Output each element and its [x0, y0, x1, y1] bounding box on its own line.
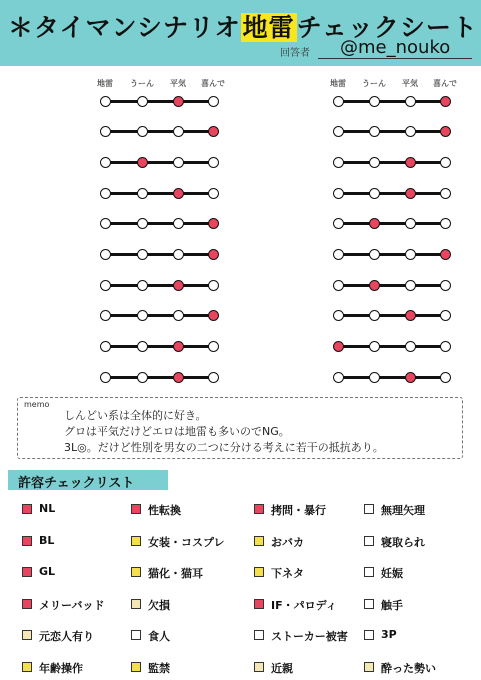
memo-line-1: しんどい系は全体的に好き。: [64, 409, 207, 422]
checkbox[interactable]: [131, 630, 141, 640]
rating-dot[interactable]: [173, 218, 184, 229]
rating-track: [338, 130, 445, 133]
rating-dot[interactable]: [100, 157, 111, 168]
rating-dot[interactable]: [100, 218, 111, 229]
rating-dot[interactable]: [333, 96, 344, 107]
rating-dot-selected[interactable]: [173, 188, 184, 199]
rating-dot-selected[interactable]: [173, 341, 184, 352]
rating-track: [338, 222, 445, 225]
rating-dot[interactable]: [369, 310, 380, 321]
scale-label: 喜んで: [433, 79, 457, 88]
rating-dot[interactable]: [137, 188, 148, 199]
memo-line-2: グロは平気だけどエロは地雷も多いのでNG。: [64, 425, 290, 438]
rating-dot[interactable]: [440, 188, 451, 199]
checklist-label: 欠損: [148, 598, 170, 612]
rating-track: [338, 100, 445, 103]
rating-dot[interactable]: [333, 249, 344, 260]
checklist-label: 下ネタ: [271, 567, 304, 580]
rating-track: [338, 192, 445, 195]
memo-box: [17, 397, 463, 459]
rating-dot[interactable]: [137, 310, 148, 321]
rating-dot-selected[interactable]: [208, 126, 219, 137]
rating-dot[interactable]: [333, 188, 344, 199]
rating-dot-selected[interactable]: [173, 280, 184, 291]
checkbox[interactable]: [254, 662, 264, 672]
memo-line-3: 3L◎。だけど性別を男女の二つに分ける考えに若干の抵抗あり。: [64, 441, 384, 454]
checklist-label: IF・パロディ: [271, 598, 337, 612]
checkbox[interactable]: [254, 630, 264, 640]
respondent-label: 回答者: [280, 48, 310, 59]
checklist-label: 寝取られ: [381, 535, 425, 549]
rating-dot[interactable]: [333, 280, 344, 291]
rating-dot[interactable]: [440, 372, 451, 383]
checklist-label: 3P: [381, 628, 397, 641]
checklist-label: 元恋人有り: [39, 630, 94, 643]
checklist-label: 年齢操作: [39, 661, 83, 675]
checkbox[interactable]: [254, 567, 264, 577]
rating-dot[interactable]: [405, 218, 416, 229]
rating-dot[interactable]: [405, 341, 416, 352]
rating-dot-selected[interactable]: [208, 249, 219, 260]
rating-dot[interactable]: [208, 188, 219, 199]
rating-dot[interactable]: [405, 126, 416, 137]
checklist-label: GL: [39, 565, 56, 578]
rating-track: [105, 314, 213, 317]
rating-dot[interactable]: [369, 126, 380, 137]
rating-track: [105, 284, 213, 287]
rating-dot-selected[interactable]: [440, 96, 451, 107]
checklist-label: 無理矢理: [381, 504, 425, 517]
checkbox[interactable]: [131, 599, 141, 609]
checklist-label: 酔った勢い: [381, 661, 436, 675]
rating-track: [338, 345, 445, 348]
rating-dot[interactable]: [333, 310, 344, 321]
rating-dot[interactable]: [137, 96, 148, 107]
rating-dot-selected[interactable]: [369, 280, 380, 291]
scale-label: 平気: [170, 79, 186, 88]
rating-dot-selected[interactable]: [405, 310, 416, 321]
rating-dot[interactable]: [137, 341, 148, 352]
checkbox[interactable]: [364, 504, 374, 514]
rating-dot[interactable]: [369, 341, 380, 352]
checkbox[interactable]: [254, 536, 264, 546]
rating-dot-selected[interactable]: [208, 310, 219, 321]
checkbox[interactable]: [254, 599, 264, 609]
checkbox[interactable]: [364, 567, 374, 577]
title-suffix: チェックシート: [296, 13, 478, 42]
rating-track: [338, 161, 445, 164]
checkbox[interactable]: [22, 567, 32, 577]
rating-dot[interactable]: [440, 218, 451, 229]
checkbox[interactable]: [22, 504, 32, 514]
rating-dot[interactable]: [208, 372, 219, 383]
checklist-label: おバカ: [271, 535, 304, 549]
rating-dot[interactable]: [208, 341, 219, 352]
rating-dot-selected[interactable]: [405, 372, 416, 383]
checkbox[interactable]: [131, 662, 141, 672]
rating-track: [105, 192, 213, 195]
rating-dot[interactable]: [333, 157, 344, 168]
rating-dot[interactable]: [100, 310, 111, 321]
rating-track: [338, 284, 445, 287]
checklist-label: NL: [39, 502, 56, 515]
checkbox[interactable]: [22, 630, 32, 640]
rating-dot[interactable]: [333, 218, 344, 229]
rating-dot-selected[interactable]: [173, 372, 184, 383]
rating-dot-selected[interactable]: [173, 96, 184, 107]
rating-dot-selected[interactable]: [405, 157, 416, 168]
checkbox[interactable]: [131, 504, 141, 514]
checklist-label: 拷問・暴行: [271, 504, 326, 517]
rating-dot[interactable]: [440, 341, 451, 352]
rating-dot[interactable]: [208, 280, 219, 291]
checkbox[interactable]: [364, 536, 374, 546]
rating-dot[interactable]: [100, 249, 111, 260]
rating-dot-selected[interactable]: [405, 188, 416, 199]
rating-track: [338, 376, 445, 379]
rating-dot-selected[interactable]: [137, 157, 148, 168]
respondent-value: @me_nouko: [340, 37, 451, 58]
checklist-title-bar: [8, 470, 168, 490]
rating-dot[interactable]: [333, 126, 344, 137]
checklist-label: BL: [39, 533, 55, 547]
rating-dot[interactable]: [100, 341, 111, 352]
rating-dot[interactable]: [405, 280, 416, 291]
title-prefix: ＊タイマンシナリオ: [8, 13, 241, 42]
checklist-label: 猫化・猫耳: [148, 567, 203, 580]
rating-track: [105, 130, 213, 133]
rating-dot[interactable]: [100, 126, 111, 137]
checklist-title: 許容チェックリスト: [18, 476, 135, 491]
rating-dot-selected[interactable]: [440, 126, 451, 137]
checklist-label: 触手: [381, 598, 403, 612]
rating-track: [105, 161, 213, 164]
rating-dot-selected[interactable]: [440, 249, 451, 260]
respondent-underline: [318, 58, 472, 59]
scale-label: 地雷: [330, 79, 346, 88]
rating-dot[interactable]: [100, 372, 111, 383]
rating-dot[interactable]: [369, 372, 380, 383]
rating-dot[interactable]: [333, 372, 344, 383]
rating-dot[interactable]: [369, 96, 380, 107]
rating-dot[interactable]: [137, 372, 148, 383]
rating-dot[interactable]: [440, 157, 451, 168]
rating-dot[interactable]: [369, 188, 380, 199]
rating-dot[interactable]: [440, 310, 451, 321]
rating-track: [105, 376, 213, 379]
rating-track: [105, 100, 213, 103]
checklist-label: 女装・コスプレ: [148, 535, 225, 549]
checkbox[interactable]: [364, 662, 374, 672]
rating-dot[interactable]: [100, 96, 111, 107]
rating-dot[interactable]: [369, 157, 380, 168]
scale-label: 平気: [402, 79, 418, 88]
rating-dot[interactable]: [208, 96, 219, 107]
checkbox[interactable]: [364, 599, 374, 609]
scale-label: うーん: [362, 79, 386, 88]
checkbox[interactable]: [131, 567, 141, 577]
rating-dot[interactable]: [137, 280, 148, 291]
rating-dot[interactable]: [208, 157, 219, 168]
rating-track: [105, 253, 213, 256]
rating-dot[interactable]: [440, 280, 451, 291]
scale-label: 地雷: [97, 79, 113, 88]
rating-dot[interactable]: [173, 126, 184, 137]
rating-dot-selected[interactable]: [333, 341, 344, 352]
rating-dot[interactable]: [173, 249, 184, 260]
rating-dot-selected[interactable]: [369, 218, 380, 229]
rating-dot[interactable]: [405, 249, 416, 260]
checkbox[interactable]: [22, 536, 32, 546]
rating-dot[interactable]: [137, 218, 148, 229]
checklist-label: 近親: [271, 661, 293, 675]
checkbox[interactable]: [22, 599, 32, 609]
rating-dot[interactable]: [100, 188, 111, 199]
rating-track: [105, 222, 213, 225]
memo-label: memo: [24, 400, 50, 409]
rating-dot[interactable]: [137, 126, 148, 137]
rating-dot[interactable]: [173, 157, 184, 168]
rating-dot[interactable]: [100, 280, 111, 291]
checklist-label: ストーカー被害: [271, 630, 348, 643]
checklist-label: 妊娠: [381, 567, 403, 580]
checkbox[interactable]: [22, 662, 32, 672]
checklist-label: メリーバッド: [39, 598, 105, 612]
checklist-label: 監禁: [148, 661, 170, 675]
rating-track: [338, 253, 445, 256]
checklist-label: 性転換: [148, 504, 181, 517]
scale-label: 喜んで: [201, 79, 225, 88]
checkbox[interactable]: [131, 536, 141, 546]
checkbox[interactable]: [364, 630, 374, 640]
scale-label: うーん: [130, 79, 154, 88]
rating-dot[interactable]: [369, 249, 380, 260]
rating-dot[interactable]: [173, 310, 184, 321]
rating-dot[interactable]: [405, 96, 416, 107]
rating-track: [105, 345, 213, 348]
rating-dot-selected[interactable]: [208, 218, 219, 229]
checklist-label: 食人: [148, 630, 170, 643]
checkbox[interactable]: [254, 504, 264, 514]
title-highlight: 地雷: [242, 13, 295, 42]
rating-track: [338, 314, 445, 317]
rating-dot[interactable]: [137, 249, 148, 260]
